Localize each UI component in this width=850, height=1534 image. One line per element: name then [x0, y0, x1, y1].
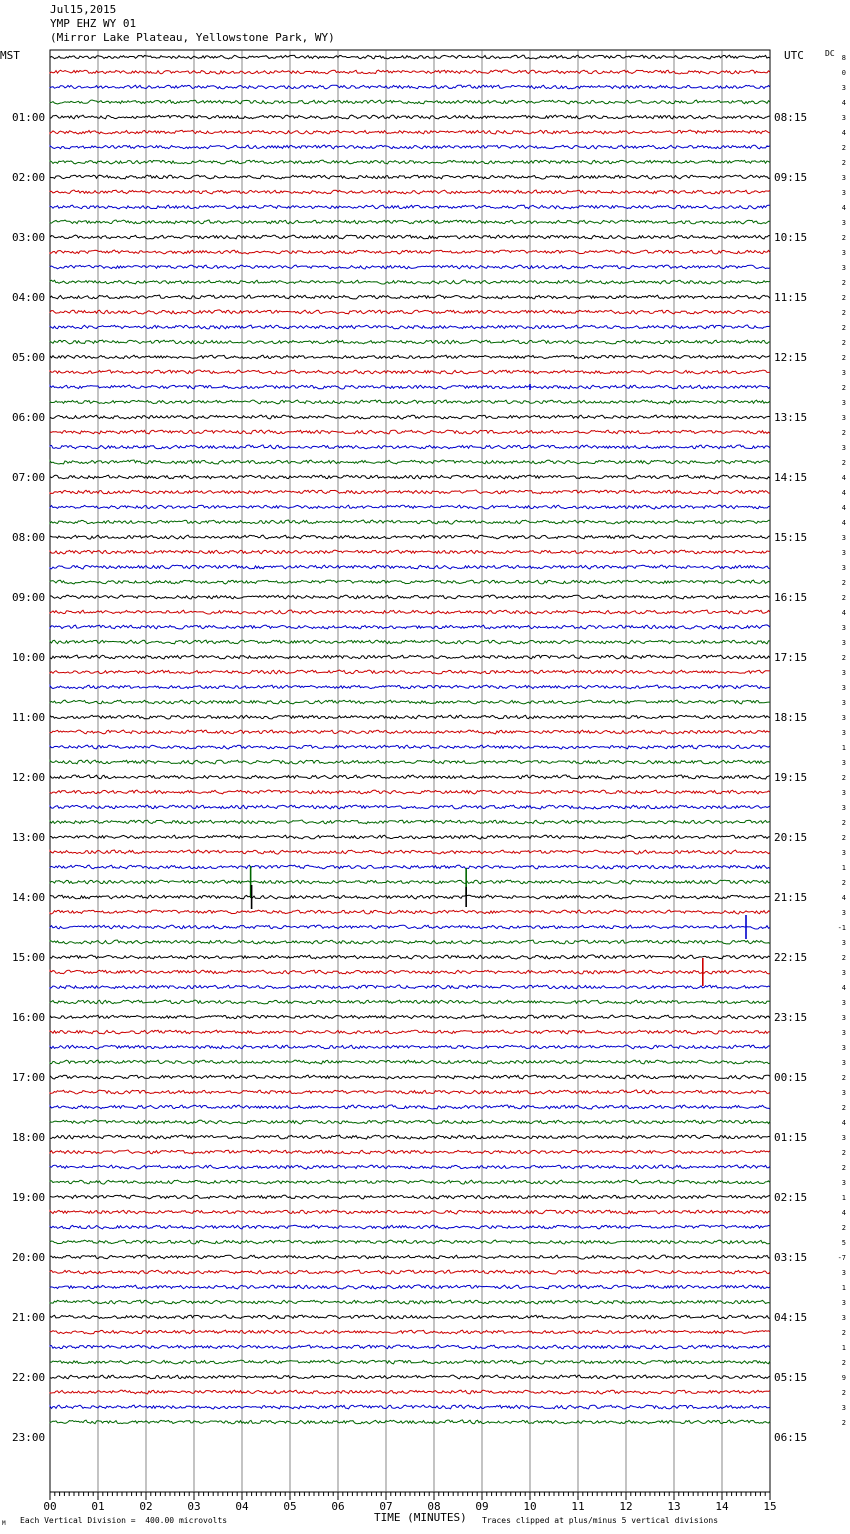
dc-offset-value: 2	[841, 1224, 846, 1232]
dc-offset-value: 2	[841, 1389, 846, 1397]
trace-row	[50, 1090, 770, 1094]
trace-row	[50, 520, 770, 524]
dc-offset-value: 3	[841, 684, 846, 692]
dc-offset-value: 2	[841, 1359, 846, 1367]
dc-offset-value: 3	[841, 849, 846, 857]
dc-offset-value: 3	[841, 969, 846, 977]
dc-offset-value: 2	[841, 654, 846, 662]
trace-row	[50, 565, 770, 569]
trace-row	[50, 955, 770, 959]
hour-label-left: 03:00	[12, 231, 46, 244]
dc-offset-value: 3	[841, 909, 846, 917]
dc-offset-value: 3	[841, 219, 846, 227]
trace-row	[50, 160, 770, 164]
x-tick-label: 13	[667, 1500, 681, 1513]
dc-offset-value: 4	[841, 504, 846, 512]
dc-offset-value: 2	[841, 1149, 846, 1157]
x-tick-label: 02	[139, 1500, 153, 1513]
trace-row	[50, 1255, 770, 1259]
x-tick-label: 05	[283, 1500, 297, 1513]
dc-offset-value: 3	[841, 414, 846, 422]
x-tick-label: 04	[235, 1500, 249, 1513]
trace-row	[50, 295, 770, 299]
dc-offset-value: 3	[841, 804, 846, 812]
trace-row	[50, 445, 770, 449]
dc-offset-value: 3	[841, 114, 846, 122]
trace-row	[50, 790, 770, 794]
hour-label-right: 19:15	[774, 771, 808, 784]
x-tick-label: 01	[91, 1500, 105, 1513]
dc-offset-value: 2	[841, 1419, 846, 1427]
trace-row	[50, 670, 770, 674]
hour-label-left: 07:00	[12, 471, 46, 484]
x-tick-label: 15	[763, 1500, 777, 1513]
hour-label-right: 03:15	[774, 1251, 808, 1264]
dc-offset-value: 1	[841, 744, 846, 752]
dc-offset-value: 5	[841, 1239, 846, 1247]
dc-offset-value: 3	[841, 444, 846, 452]
corner-mark: M	[2, 1520, 6, 1527]
trace-row	[50, 715, 770, 719]
clip-note: Traces clipped at plus/minus 5 vertical divisions	[482, 1516, 719, 1525]
hour-label-right: 01:15	[774, 1131, 808, 1144]
dc-offset-value: 2	[841, 354, 846, 362]
trace-row	[50, 355, 770, 359]
dc-offset-value: 4	[841, 1119, 846, 1127]
hour-label-left: 16:00	[12, 1011, 46, 1024]
trace-row	[50, 1135, 770, 1139]
trace-row	[50, 1195, 770, 1199]
dc-offset-value: 3	[841, 249, 846, 257]
dc-offset-value: 2	[841, 879, 846, 887]
dc-offset-value: 2	[841, 1104, 846, 1112]
trace-row	[50, 115, 770, 119]
hour-label-right: 15:15	[774, 531, 808, 544]
trace-row	[50, 310, 770, 314]
trace-row	[50, 925, 770, 929]
trace-row	[50, 760, 770, 764]
trace-row	[50, 415, 770, 419]
dc-offset-value: 3	[841, 369, 846, 377]
right-timezone-label: UTC	[784, 49, 804, 62]
trace-row	[50, 820, 770, 824]
trace-row	[50, 550, 770, 554]
dc-offset-value: 3	[841, 399, 846, 407]
hour-label-right: 02:15	[774, 1191, 808, 1204]
trace-row	[50, 1120, 770, 1124]
trace-row	[50, 1105, 770, 1109]
dc-offset-value: 2	[841, 144, 846, 152]
dc-offset-value: 2	[841, 594, 846, 602]
trace-row	[50, 175, 770, 179]
dc-offset-value: 2	[841, 459, 846, 467]
x-tick-label: 07	[379, 1500, 393, 1513]
x-tick-label: 03	[187, 1500, 201, 1513]
hour-label-right: 08:15	[774, 111, 808, 124]
hour-label-right: 23:15	[774, 1011, 808, 1024]
trace-row	[50, 235, 770, 239]
trace-row	[50, 1360, 770, 1364]
trace-row	[50, 1210, 770, 1214]
trace-row	[50, 280, 770, 284]
trace-row	[50, 1315, 770, 1319]
trace-row	[50, 685, 770, 689]
dc-offset-value: 1	[841, 1344, 846, 1352]
dc-offset-value: 3	[841, 1059, 846, 1067]
hour-label-right: 20:15	[774, 831, 808, 844]
trace-row	[50, 970, 770, 974]
trace-row	[50, 340, 770, 344]
dc-offset-value: 3	[841, 549, 846, 557]
station-code: YMP EHZ WY 01	[50, 17, 137, 30]
dc-offset-value: 3	[841, 534, 846, 542]
trace-row	[50, 385, 770, 389]
trace-row	[50, 70, 770, 74]
hour-label-left: 19:00	[12, 1191, 46, 1204]
dc-offset-value: 3	[841, 1179, 846, 1187]
dc-offset-value: 9	[841, 1374, 846, 1382]
x-tick-label: 06	[331, 1500, 345, 1513]
dc-offset-value: 3	[841, 1044, 846, 1052]
x-tick-label: 11	[571, 1500, 585, 1513]
trace-row	[50, 880, 770, 884]
dc-offset-value: 2	[841, 1164, 846, 1172]
dc-offset-value: 2	[841, 294, 846, 302]
trace-row	[50, 130, 770, 134]
hour-label-left: 01:00	[12, 111, 46, 124]
trace-row	[50, 145, 770, 149]
hour-label-left: 14:00	[12, 891, 46, 904]
dc-offset-value: 4	[841, 99, 846, 107]
trace-row	[50, 55, 770, 59]
trace-row	[50, 1075, 770, 1079]
trace-row	[50, 1045, 770, 1049]
trace-row	[50, 475, 770, 479]
hour-label-right: 21:15	[774, 891, 808, 904]
hour-label-right: 06:15	[774, 1431, 808, 1444]
trace-row	[50, 640, 770, 644]
dc-offset-value: 2	[841, 579, 846, 587]
trace-row	[50, 985, 770, 989]
trace-row	[50, 595, 770, 599]
dc-offset-value: 3	[841, 639, 846, 647]
trace-row	[50, 1180, 770, 1184]
dc-offset-value: -7	[837, 1254, 846, 1262]
hour-label-right: 10:15	[774, 231, 808, 244]
dc-offset-value: 4	[841, 129, 846, 137]
dc-offset-value: 2	[841, 384, 846, 392]
hour-label-right: 11:15	[774, 291, 808, 304]
hour-label-left: 22:00	[12, 1371, 46, 1384]
trace-row	[50, 430, 770, 434]
trace-row	[50, 940, 770, 944]
dc-offset-value: 2	[841, 324, 846, 332]
dc-column-label: DC	[825, 49, 835, 58]
trace-row	[50, 505, 770, 509]
dc-offset-value: 2	[841, 279, 846, 287]
hour-label-right: 04:15	[774, 1311, 808, 1324]
dc-offset-value: 4	[841, 204, 846, 212]
hour-label-right: 00:15	[774, 1071, 808, 1084]
trace-row	[50, 1240, 770, 1244]
trace-row	[50, 85, 770, 89]
hour-label-right: 12:15	[774, 351, 808, 364]
dc-offset-value: 4	[841, 894, 846, 902]
x-tick-label: 14	[715, 1500, 729, 1513]
dc-offset-value: 4	[841, 519, 846, 527]
hour-label-left: 15:00	[12, 951, 46, 964]
dc-offset-value: 3	[841, 939, 846, 947]
trace-row	[50, 220, 770, 224]
dc-offset-value: 8	[841, 54, 846, 62]
dc-offset-value: 2	[841, 234, 846, 242]
hour-label-right: 18:15	[774, 711, 808, 724]
dc-offset-value: 3	[841, 789, 846, 797]
dc-offset-value: 2	[841, 159, 846, 167]
hour-label-left: 17:00	[12, 1071, 46, 1084]
trace-row	[50, 535, 770, 539]
trace-row	[50, 1000, 770, 1004]
trace-row	[50, 1270, 770, 1274]
trace-row	[50, 865, 770, 869]
hour-label-left: 21:00	[12, 1311, 46, 1324]
trace-row	[50, 1300, 770, 1304]
trace-row	[50, 250, 770, 254]
trace-row	[50, 850, 770, 854]
dc-offset-value: 3	[841, 699, 846, 707]
hour-label-right: 17:15	[774, 651, 808, 664]
trace-row	[50, 610, 770, 614]
dc-offset-value: 2	[841, 1074, 846, 1082]
dc-offset-value: 3	[841, 1029, 846, 1037]
dc-offset-value: 3	[841, 174, 846, 182]
dc-offset-value: 1	[841, 1194, 846, 1202]
trace-row	[50, 745, 770, 749]
hour-label-left: 20:00	[12, 1251, 46, 1264]
trace-row	[50, 1330, 770, 1334]
dc-offset-value: 3	[841, 1269, 846, 1277]
hour-label-right: 09:15	[774, 171, 808, 184]
dc-offset-value: 2	[841, 834, 846, 842]
dc-offset-value: 2	[841, 309, 846, 317]
trace-row	[50, 490, 770, 494]
hour-label-right: 16:15	[774, 591, 808, 604]
trace-row	[50, 730, 770, 734]
hour-label-left: 06:00	[12, 411, 46, 424]
trace-row	[50, 1030, 770, 1034]
dc-offset-value: 3	[841, 1134, 846, 1142]
hour-label-left: 04:00	[12, 291, 46, 304]
x-tick-label: 12	[619, 1500, 633, 1513]
trace-row	[50, 910, 770, 914]
trace-row	[50, 580, 770, 584]
x-tick-label: 08	[427, 1500, 441, 1513]
dc-offset-value: 3	[841, 669, 846, 677]
hour-label-right: 05:15	[774, 1371, 808, 1384]
trace-row	[50, 325, 770, 329]
hour-label-left: 13:00	[12, 831, 46, 844]
dc-offset-value: 4	[841, 984, 846, 992]
trace-row	[50, 1225, 770, 1229]
x-tick-label: 00	[43, 1500, 57, 1513]
hour-label-right: 22:15	[774, 951, 808, 964]
hour-label-left: 18:00	[12, 1131, 46, 1144]
hour-label-left: 12:00	[12, 771, 46, 784]
dc-offset-value: 3	[841, 1314, 846, 1322]
trace-row	[50, 655, 770, 659]
dc-offset-value: 4	[841, 1209, 846, 1217]
hour-label-right: 14:15	[774, 471, 808, 484]
trace-row	[50, 1060, 770, 1064]
scale-note: Each Vertical Division = 400.00 microvolts	[20, 1516, 228, 1525]
dc-offset-value: 2	[841, 954, 846, 962]
dc-offset-value: 4	[841, 474, 846, 482]
trace-row	[50, 805, 770, 809]
trace-row	[50, 1165, 770, 1169]
dc-offset-value: 1	[841, 1284, 846, 1292]
hour-label-left: 09:00	[12, 591, 46, 604]
x-axis-title: TIME (MINUTES)	[374, 1511, 467, 1524]
trace-row	[50, 100, 770, 104]
trace-row	[50, 265, 770, 269]
hour-label-left: 02:00	[12, 171, 46, 184]
dc-offset-value: 3	[841, 1089, 846, 1097]
hour-label-left: 08:00	[12, 531, 46, 544]
dc-offset-value: 3	[841, 564, 846, 572]
hour-label-left: 10:00	[12, 651, 46, 664]
trace-row	[50, 460, 770, 464]
dc-offset-value: 3	[841, 759, 846, 767]
trace-row	[50, 1405, 770, 1409]
trace-row	[50, 1345, 770, 1349]
dc-offset-value: 3	[841, 1299, 846, 1307]
dc-offset-value: 3	[841, 624, 846, 632]
trace-row	[50, 835, 770, 839]
x-tick-label: 09	[475, 1500, 489, 1513]
trace-row	[50, 895, 770, 899]
trace-row	[50, 775, 770, 779]
station-location: (Mirror Lake Plateau, Yellowstone Park, WY)	[50, 31, 335, 44]
trace-row	[50, 700, 770, 704]
hour-label-left: 11:00	[12, 711, 46, 724]
trace-row	[50, 1390, 770, 1394]
trace-row	[50, 1015, 770, 1019]
trace-row	[50, 400, 770, 404]
station-date: Jul15,2015	[50, 3, 117, 16]
trace-row	[50, 1285, 770, 1289]
dc-offset-value: 3	[841, 729, 846, 737]
trace-row	[50, 370, 770, 374]
dc-offset-value: 3	[841, 84, 846, 92]
hour-label-left: 23:00	[12, 1431, 46, 1444]
dc-offset-value: 4	[841, 609, 846, 617]
dc-offset-value: -1	[837, 924, 846, 932]
dc-offset-value: 3	[841, 999, 846, 1007]
dc-offset-value: 3	[841, 264, 846, 272]
trace-row	[50, 205, 770, 209]
dc-offset-value: 3	[841, 1014, 846, 1022]
dc-offset-value: 2	[841, 819, 846, 827]
trace-row	[50, 625, 770, 629]
trace-row	[50, 1420, 770, 1424]
dc-offset-value: 3	[841, 189, 846, 197]
trace-row	[50, 1150, 770, 1154]
dc-offset-value: 4	[841, 489, 846, 497]
hour-label-right: 13:15	[774, 411, 808, 424]
trace-row	[50, 1375, 770, 1379]
dc-offset-value: 2	[841, 429, 846, 437]
dc-offset-value: 1	[841, 864, 846, 872]
dc-offset-value: 2	[841, 1329, 846, 1337]
dc-offset-value: 2	[841, 339, 846, 347]
dc-offset-value: 3	[841, 714, 846, 722]
trace-row	[50, 190, 770, 194]
left-timezone-label: MST	[0, 49, 20, 62]
dc-offset-value: 0	[841, 69, 846, 77]
x-tick-label: 10	[523, 1500, 537, 1513]
hour-label-left: 05:00	[12, 351, 46, 364]
dc-offset-value: 2	[841, 774, 846, 782]
dc-offset-value: 3	[841, 1404, 846, 1412]
